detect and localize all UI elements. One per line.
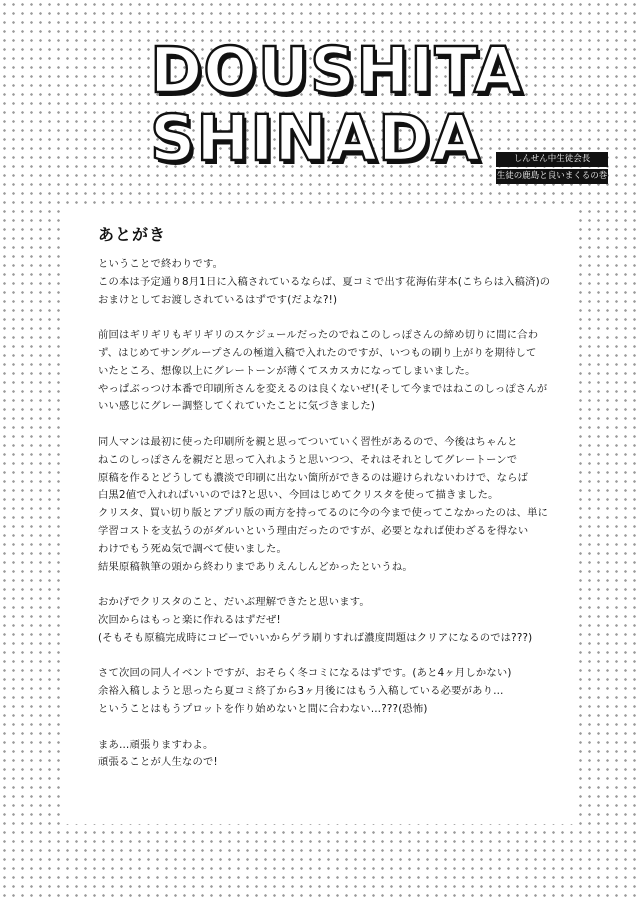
text-line: おかげでクリスタのこと、だいぶ理解できたと思います。 (98, 596, 370, 609)
logo-line-2: SHINADA (150, 102, 482, 175)
subtitle-tag-2: 生徒の鹿島と良いまくるの巻 (496, 169, 608, 184)
text-line: さて次回の同人イベントですが、おそらく冬コミになるはずです。(あと4ヶ月しかない) (98, 667, 512, 680)
text-line: やっぱぶっつけ本番で印刷所さんを変えるのは良くないぜ!(そして今まではねこのしっぽさんが (98, 382, 548, 395)
text-line: 前回はギリギリもギリギリのスケジュールだったのでねこのしっぽさんの締め切りに間に合わ (98, 329, 539, 342)
paragraph-6 (98, 737, 558, 773)
text-line: ず、はじめてサングループさんの極道入稿で入れたのですが、いつもの刷り上がりを期待して (98, 346, 537, 359)
text-line: 学習コストを支払うのがダルいという理由だったのですが、必要となれば使わざるを得ない (98, 524, 529, 537)
title-logo (150, 34, 524, 175)
text-line: 原稿を作るとどうしても濃淡で印刷に出ない箇所ができるのは避けられないわけで、ならば (98, 471, 529, 484)
paragraph-2 (98, 327, 558, 416)
afterword-heading: あとがき (98, 225, 167, 244)
paragraph-1 (98, 256, 558, 309)
paragraph-3 (98, 434, 558, 576)
text-line: いたところ、想像以上にグレートーンが薄くてスカスカになってしまいました。 (98, 364, 476, 377)
subtitle-tag-1: しんせん中生徒会長 (496, 152, 608, 167)
paragraph-4 (98, 594, 558, 647)
text-line: 白黒2値で入れればいいのでは?と思い、今回はじめてクリスタを使って描きました。 (98, 489, 499, 502)
text-line: まあ…頑張りますわよ。 (98, 738, 214, 751)
paragraph-5 (98, 665, 558, 718)
text-line: この本は予定通り8月1日に入稿されているならば、夏コミで出す花海佑芽本(こちらは入稿済)の (98, 275, 551, 288)
text-line: ということはもうプロットを作り始めないと間に合わない…???(恐怖) (98, 702, 428, 715)
text-line: クリスタ、買い切り版とアプリ版の両方を持ってるのに今の今まで使ってこなかったのは、単に (98, 507, 549, 520)
text-line: (そもそも原稿完成時にコピーでいいからゲラ刷りすれば濃度問題はクリアになるのでは???) (98, 631, 533, 644)
text-line: わけでもう死ぬ気で調べて使いました。 (98, 542, 287, 555)
afterword-body (98, 256, 558, 790)
text-line: 頑張ることが人生なので! (98, 756, 218, 769)
text-line: 同人マンは最初に使った印刷所を親と思ってついていく習性があるので、今後はちゃんと (98, 435, 518, 448)
text-line: おまけとしてお渡しされているはずです(だよな?!) (98, 293, 338, 306)
text-line: 次回からはもっと楽に作れるはずだぜ! (98, 613, 281, 626)
text-line: ねこのしっぽさんを親だと思って入れようと思いつつ、それはそれとしてグレートーンで (98, 453, 518, 466)
text-line: いい感じにグレー調整してくれていたことに気づきました) (98, 400, 376, 413)
text-line: ということで終わりです。 (98, 258, 224, 270)
logo-line-1: DOUSHITA (150, 34, 524, 107)
text-line: 余裕入稿しようと思ったら夏コミ終了から3ヶ月後にはもう入稿している必要があり… (98, 685, 504, 698)
text-line: 結果原稿執筆の頭から終わりまでありえんしんどかったというね。 (98, 560, 413, 573)
